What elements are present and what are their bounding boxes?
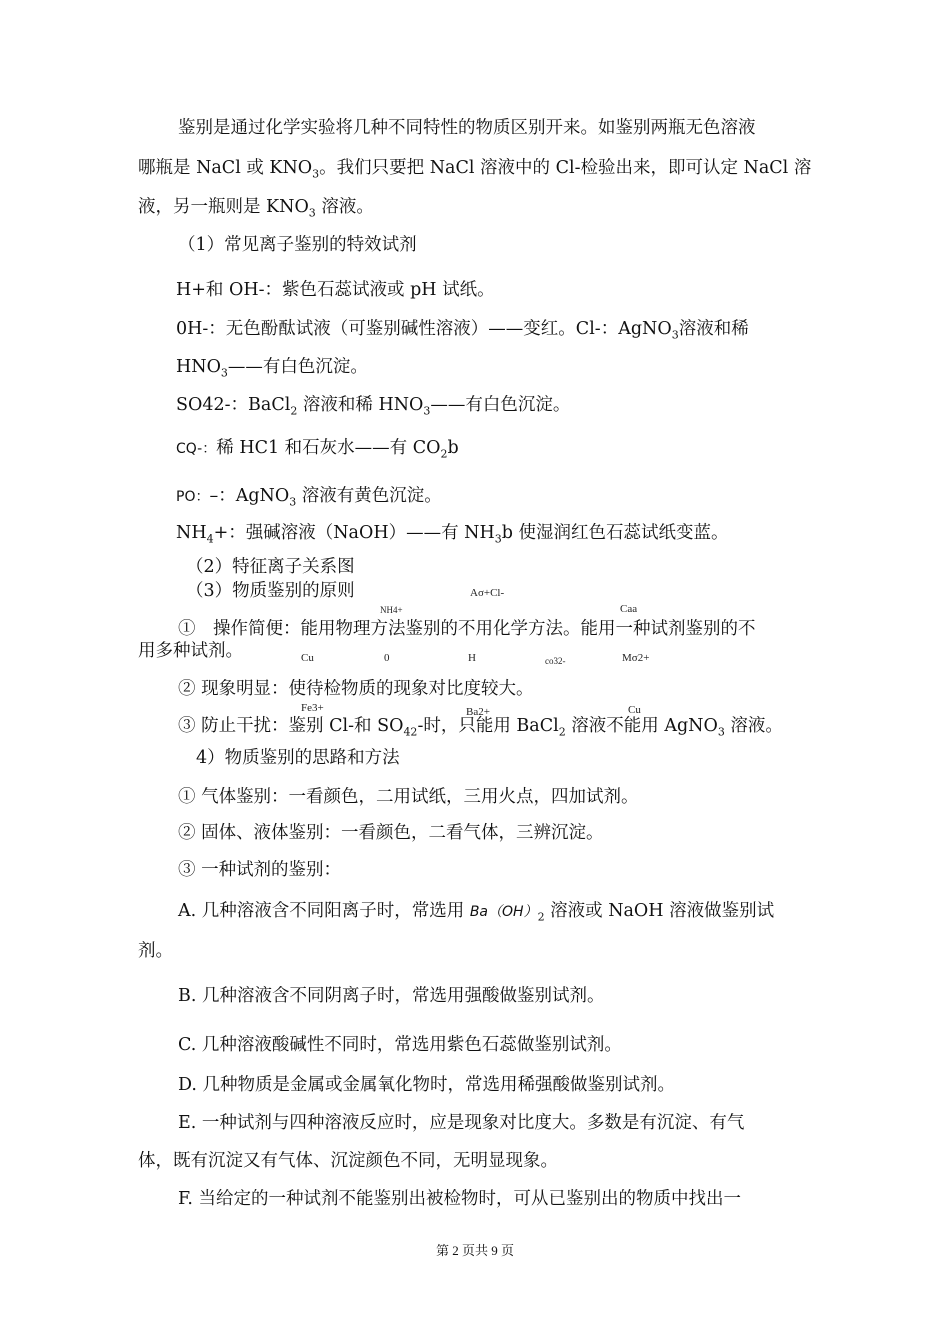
diagram-label-cu: Cu [301,652,314,664]
ion-co3: CQ-：稀 HC1 和石灰水——有 $CO_2b$ [176,438,459,461]
section-3-heading: （3）物质鉴别的原则 [186,581,355,601]
diagram-label-cu-2: Cu [628,704,641,716]
diagram-label-nh4: NH4+ [380,605,403,615]
principle-1-line-2: 用多种试剂。 [138,641,243,661]
ion-h-oh: H+和 OH-：紫色石蕊试液或 pH 试纸。 [176,280,495,300]
intro-line-3: 液，另一瓶则是 $KNO_3$ 溶液。 [138,197,374,220]
ion-nh4: $NH_4+$：强碱溶液（NaOH）——有 $NH_3b$ 使湿润红色石蕊试纸变蓝。 [176,523,729,546]
diagram-label-o: 0 [384,652,390,664]
diagram-label-ba: Ba2+ [466,706,490,718]
diagram-label-ag-cl: Aσ+Cl- [470,587,505,599]
principle-1-line-1: ① 操作简便：能用物理方法鉴别的不用化学方法。能用一种试剂鉴别的不 [178,619,756,639]
method-d: D. 几种物质是金属或金属氧化物时，常选用稀强酸做鉴别试剂。 [178,1075,676,1095]
diagram-label-h: H [468,652,476,664]
method-b: B. 几种溶液含不同阴离子时，常选用强酸做鉴别试剂。 [178,986,605,1006]
method-e-line-2: 体，既有沉淀又有气体、沉淀颜色不同，无明显现象。 [138,1151,558,1171]
method-gas: ① 气体鉴别：一看颜色，二用试纸，三用火点，四加试剂。 [178,787,639,807]
principle-2: ② 现象明显：使待检物质的现象对比度较大。 [178,679,534,699]
diagram-label-mg: Mσ2+ [622,652,650,664]
method-f-line-1: F. 当给定的一种试剂不能鉴别出被检物时，可从已鉴别出的物质中找出一 [178,1189,742,1209]
method-solid-liquid: ② 固体、液体鉴别：一看颜色，二看气体，三辨沉淀。 [178,823,604,843]
method-c: C. 几种溶液酸碱性不同时，常选用紫色石蕊做鉴别试剂。 [178,1035,622,1055]
method-single-reagent: ③ 一种试剂的鉴别： [178,860,342,880]
diagram-label-co3: co32- [545,656,566,666]
principle-3: ③ 防止干扰：鉴别 Cl-和 $SO_{42}-$时，只能用 BaCl$_2$ 溶液不能用 AgNO$_3$ 溶液。 [178,716,783,739]
method-e-line-1: E. 一种试剂与四种溶液反应时，应是现象对比度大。多数是有沉淀、有气 [178,1113,745,1133]
method-a-line-2: 剂。 [138,941,173,961]
intro-line-1: 鉴别是通过化学实验将几种不同特性的物质区别开来。如鉴别两瓶无色溶液 [178,118,756,138]
section-4-heading: 4）物质鉴别的思路和方法 [196,748,400,768]
intro-line-2: 哪瓶是 NaCl 或 $KNO_3$。我们只要把 NaCl 溶液中的 Cl-检验出来，即可认定 NaCl 溶 [138,158,812,181]
section-2-heading: （2）特征离子关系图 [186,557,355,577]
page-number: 第 2 页共 9 页 [435,1243,514,1258]
ion-cl-hno3: $HNO_3——$有白色沉淀。 [176,357,368,380]
diagram-label-ca: Caa [620,603,638,615]
method-a-line-1: A. 几种溶液含不同阳离子时，常选用 $Ba(OH)_2$ 溶液或 NaOH 溶液做鉴别试 [178,901,775,924]
ion-so4: SO42-：BaCl$_2$ 溶液和稀 $HNO_3——$有白色沉淀。 [176,395,571,418]
ion-oh-cl: 0H-：无色酚酞试液（可鉴别碱性溶液）——变红。Cl-：AgNO$_3$溶液和稀 [176,319,749,342]
diagram-label-fe: Fe3+ [301,702,324,714]
ion-po4: PO：–：AgNO$_3$ 溶液有黄色沉淀。 [176,486,442,509]
section-1-heading: （1）常见离子鉴别的特效试剂 [178,235,417,255]
